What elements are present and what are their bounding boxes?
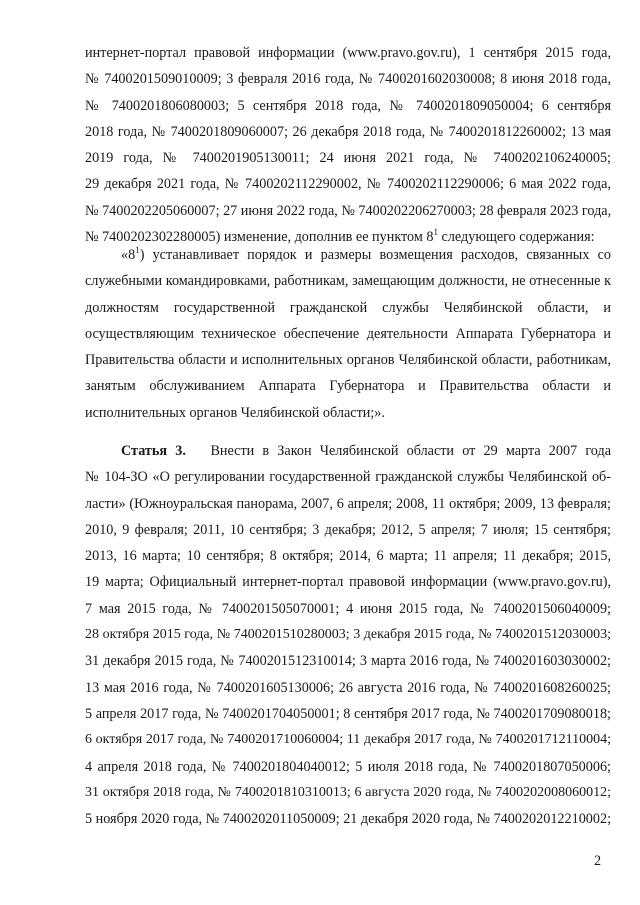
article-3: [85, 438, 611, 832]
superscript: 1: [135, 245, 140, 255]
text-line: осуществляющим техническое обеспечение деятельности Аппарата Губернатора и: [85, 325, 611, 342]
text-line: № 7400201509010009; 3 февраля 2016 года, № 7400201602030008; 8 июня 2018 года,: [85, 71, 611, 88]
text-line: 31 октября 2018 года, № 7400201810310013; 6 августа 2020 года, № 7400202008060012;: [85, 784, 611, 800]
text-line: 6 октября 2017 года, № 7400201710060004; 11 декабря 2017 года, № 7400201712110004;: [85, 732, 611, 748]
text-line: 4 апреля 2018 года, № 7400201804040012; 5 июля 2018 года, № 7400201807050006;: [85, 758, 611, 775]
text-line: [85, 438, 611, 464]
text-line: 2013, 16 марта; 10 сентября; 8 октября; 2014, 6 марта; 11 апреля; 11 декабря; 2015,: [85, 548, 611, 565]
text-line: интернет-портал правовой информации (www.pravo.gov.ru), 1 сентября 2015 года,: [85, 45, 611, 61]
text-line: 28 октября 2015 года, № 7400201510280003; 3 декабря 2015 года, № 7400201512030003;: [85, 627, 611, 643]
text-fragment: № 7400202302280005) изменение, дополнив ее пунктом 8: [85, 229, 434, 246]
text-line: 5 ноября 2020 года, № 7400202011050009; 21 декабря 2020 года, № 7400202012210002;: [85, 811, 611, 828]
text-line: № 7400202205060007; 27 июня 2022 года, № 7400202206270003; 28 февраля 2023 года,: [85, 202, 611, 219]
text-fragment: Внести в Закон Челябинской области от 29 марта 2007 года: [210, 443, 611, 459]
paragraph-amendment-list: [85, 40, 611, 250]
text-line: 2018 года, № 7400201809060007; 26 декабря 2018 года, № 7400201812260002; 13 мая: [85, 123, 611, 140]
text-line: 2010, 9 февраля; 2011, 10 сентября; 3 декабря; 2012, 5 апреля; 7 июля; 15 сентября;: [85, 521, 611, 538]
text-fragment: ) устанавливает порядок и размеры возмещения расходов, связанных со: [139, 247, 611, 263]
text-line: [85, 242, 611, 268]
text-line: № 7400201806080003; 5 сентября 2018 года, № 7400201809050004; 6 сентября: [85, 97, 611, 114]
text-line: ласти» (Южноуральская панорама, 2007, 6 апреля; 2008, 11 октября; 2009, 13 февраля;: [85, 495, 611, 512]
text-fragment: следующего содержания:: [438, 229, 595, 246]
text-line: № 104-ЗО «О регулировании государственной гражданской службы Челябинской об-: [85, 469, 611, 486]
paragraph-new-clause: [85, 242, 611, 426]
text-line: должностям государственной гражданской службы Челябинской области, и: [85, 299, 611, 316]
text-line: 5 апреля 2017 года, № 7400201704050001; 8 сентября 2017 года, № 7400201709080018;: [85, 705, 611, 722]
page-number: 2: [594, 853, 602, 869]
article-heading: Статья 3.: [121, 443, 186, 459]
text-line: 29 декабря 2021 года, № 7400202112290002, № 7400202112290006; 6 мая 2022 года,: [85, 176, 611, 193]
text-line: 2019 года, № 7400201905130011; 24 июня 2021 года, № 7400202106240005;: [85, 150, 611, 167]
text-line: занятым обслуживанием Аппарата Губернатора и Правительства области и: [85, 378, 611, 395]
text-line: 31 декабря 2015 года, № 7400201512310014; 3 марта 2016 года, № 7400201603030002;: [85, 653, 611, 670]
text-line: 19 марта; Официальный интернет-портал правовой информации (www.pravo.gov.ru),: [85, 574, 611, 591]
text-line: Правительства области и исполнительных органов Челябинской области, работникам,: [85, 352, 611, 369]
text-line: исполнительных органов Челябинской области;».: [85, 404, 385, 421]
text-line: 13 мая 2016 года, № 7400201605130006; 26 августа 2016 года, № 7400201608260025;: [85, 679, 611, 696]
text-fragment: «8: [121, 247, 136, 263]
text-line: служебными командировками, работникам, замещающим должности, не отнесенные к: [85, 273, 611, 290]
superscript: 1: [433, 227, 438, 238]
text-line: 7 мая 2015 года, № 7400201505070001; 4 июня 2015 года, № 7400201506040009;: [85, 600, 611, 617]
